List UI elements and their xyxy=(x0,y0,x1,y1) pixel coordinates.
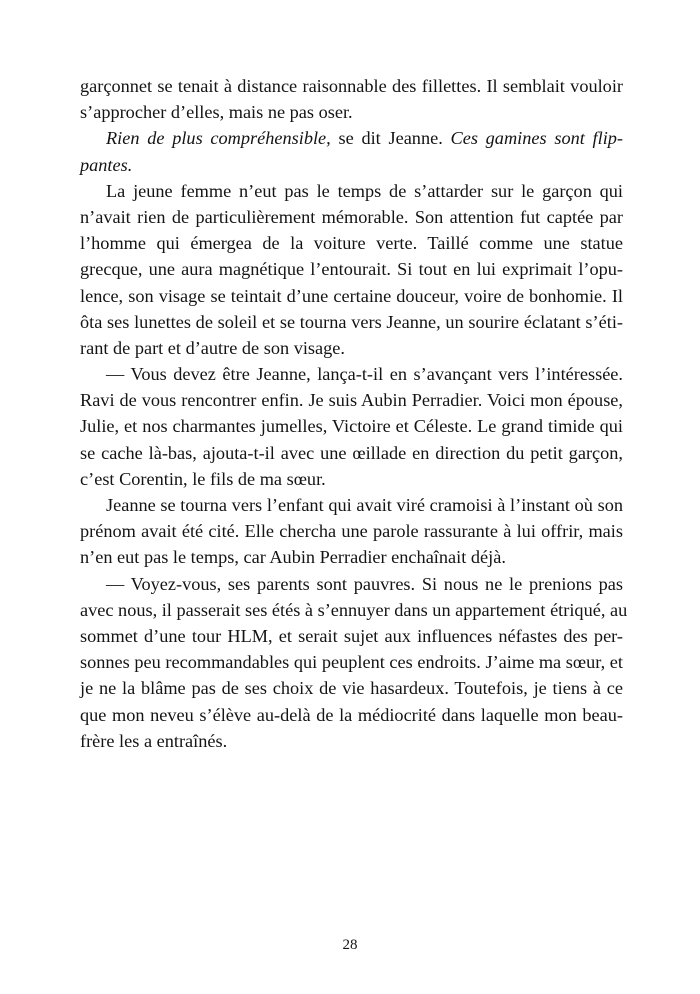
text-line: avec nous, il passerait ses étés à s’ennuyer dans un appartement étriqué, au xyxy=(80,599,628,620)
text-line: — Voyez-vous, ses parents sont pauvres. Si nous ne le prenions pas xyxy=(106,573,623,594)
text-line: c’est Corentin, le fils de ma sœur. xyxy=(80,468,326,489)
text-line: sommet d’une tour HLM, et serait sujet aux influences néfastes des per- xyxy=(80,625,623,646)
text-line: rant de part et d’autre de son visage. xyxy=(80,337,345,358)
text-line: La jeune femme n’eut pas le temps de s’attarder sur le garçon qui xyxy=(106,180,623,201)
page-body xyxy=(80,73,628,754)
text-line: je ne la blâme pas de ses choix de vie hasardeux. Toutefois, je tiens à ce xyxy=(80,678,623,699)
text-line: que mon neveu s’élève au-delà de la médiocrité dans laquelle mon beau- xyxy=(80,704,623,725)
text-line: Ravi de vous rencontrer enfin. Je suis Aubin Perradier. Voici mon épouse, xyxy=(80,390,623,411)
italic-text: Ces gamines sont flip- xyxy=(450,128,623,149)
text-line xyxy=(80,125,623,151)
text-line: grecque, une aura magnétique l’entourait. Si tout en lui exprimait l’opu- xyxy=(80,259,623,280)
text-line: se cache là-bas, ajouta-t-il avec une œillade en direction du petit garçon, xyxy=(80,442,623,463)
text-line: ôta ses lunettes de soleil et se tourna vers Jeanne, un sourire éclatant s’éti- xyxy=(80,311,623,332)
text-line: — Vous devez être Jeanne, lança-t-il en s’avançant vers l’intéressée. xyxy=(106,364,623,385)
text-line: n’en eut pas le temps, car Aubin Perradier enchaînait déjà. xyxy=(80,547,506,568)
italic-text: pantes. xyxy=(80,154,133,175)
text-line: s’approcher d’elles, mais ne pas oser. xyxy=(80,102,353,123)
italic-text: Rien de plus compréhensible, xyxy=(106,128,331,149)
text-span: se dit Jeanne. xyxy=(330,128,451,149)
text-line: frère les a entraînés. xyxy=(80,730,228,751)
text-line: n’avait rien de particulièrement mémorable. Son attention fut captée par xyxy=(80,206,623,227)
text-line: sonnes peu recommandables qui peuplent ces endroits. J’aime ma sœur, et xyxy=(80,652,623,673)
text-line: l’homme qui émergea de la voiture verte. Taillé comme une statue xyxy=(80,233,623,254)
text-line: Julie, et nos charmantes jumelles, Victoire et Céleste. Le grand timide qui xyxy=(80,416,623,437)
text-line xyxy=(80,152,623,178)
text-line: lence, son visage se teintait d’une certaine douceur, voire de bonhomie. Il xyxy=(80,285,623,306)
page-number: 28 xyxy=(342,937,358,953)
text-line: Jeanne se tourna vers l’enfant qui avait viré cramoisi à l’instant où son xyxy=(106,495,623,515)
text-line: garçonnet se tenait à distance raisonnable des fillettes. Il semblait vouloir xyxy=(80,76,623,96)
text-line: prénom avait été cité. Elle chercha une parole rassurante à lui offrir, mais xyxy=(80,521,623,542)
